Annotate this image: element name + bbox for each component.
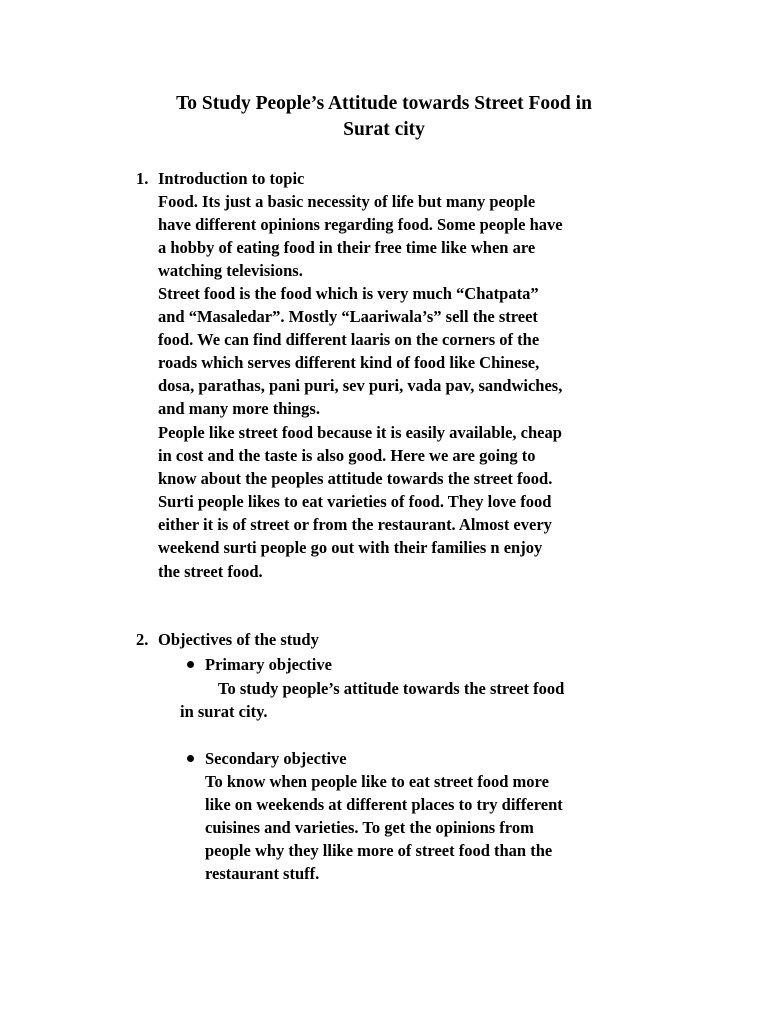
document-title (130, 91, 638, 143)
section-2-number: 2. (136, 630, 149, 649)
text-line: To know when people like to eat street food more (205, 772, 549, 791)
text-line: Surti people likes to eat varieties of food. They love food (158, 492, 552, 512)
text-line: watching televisions. (158, 261, 303, 281)
text-line: restaurant stuff. (205, 864, 320, 884)
section-2-heading: Objectives of the study (158, 630, 319, 649)
text-line: cuisines and varieties. To get the opinions from (205, 818, 534, 838)
section-1-number: 1. (136, 169, 149, 188)
text-line: in cost and the taste is also good. Here we are going to (158, 446, 536, 466)
section-1-paragraph-1 (158, 190, 563, 282)
text-line: know about the peoples attitude towards the street food. (158, 469, 553, 489)
text-line: Street food is the food which is very much “Chatpata” (158, 284, 539, 303)
text-line: roads which serves different kind of food like Chinese, (158, 353, 540, 373)
text-line: the street food. (158, 561, 263, 581)
text-line: weekend surti people go out with their families n enjoy (158, 538, 543, 558)
text-line: To study people’s attitude towards the street food (218, 679, 565, 698)
primary-objective-heading: Primary objective (205, 655, 332, 674)
title-line: Surat city (343, 119, 425, 140)
text-line: Food. Its just a basic necessity of life but many people (158, 192, 536, 211)
section-1-paragraph-2 (158, 282, 562, 421)
title-line: To Study People’s Attitude towards Street Food in (176, 93, 592, 114)
text-line: and many more things. (158, 399, 320, 419)
primary-objective-text (180, 677, 564, 723)
bullet-icon (187, 661, 194, 668)
text-line: dosa, parathas, pani puri, sev puri, vada pav, sandwiches, (158, 376, 563, 396)
secondary-objective-heading: Secondary objective (205, 749, 347, 768)
text-line: food. We can find different laaris on the corners of the (158, 330, 540, 350)
text-line: in surat city. (180, 702, 268, 722)
text-line: either it is of street or from the restaurant. Almost every (158, 515, 552, 535)
bullet-icon (187, 755, 194, 762)
secondary-objective-text (205, 770, 563, 885)
section-1-paragraph-3 (158, 421, 562, 583)
text-line: have different opinions regarding food. Some people have (158, 215, 563, 235)
text-line: people why they llike more of street food than the (205, 841, 553, 861)
text-line: like on weekends at different places to try different (205, 795, 563, 815)
section-1-heading: Introduction to topic (158, 169, 305, 188)
text-line: and “Masaledar”. Mostly “Laariwala’s” sell the street (158, 307, 538, 327)
text-line: People like street food because it is easily available, cheap (158, 423, 562, 442)
text-line: a hobby of eating food in their free time like when are (158, 238, 536, 258)
